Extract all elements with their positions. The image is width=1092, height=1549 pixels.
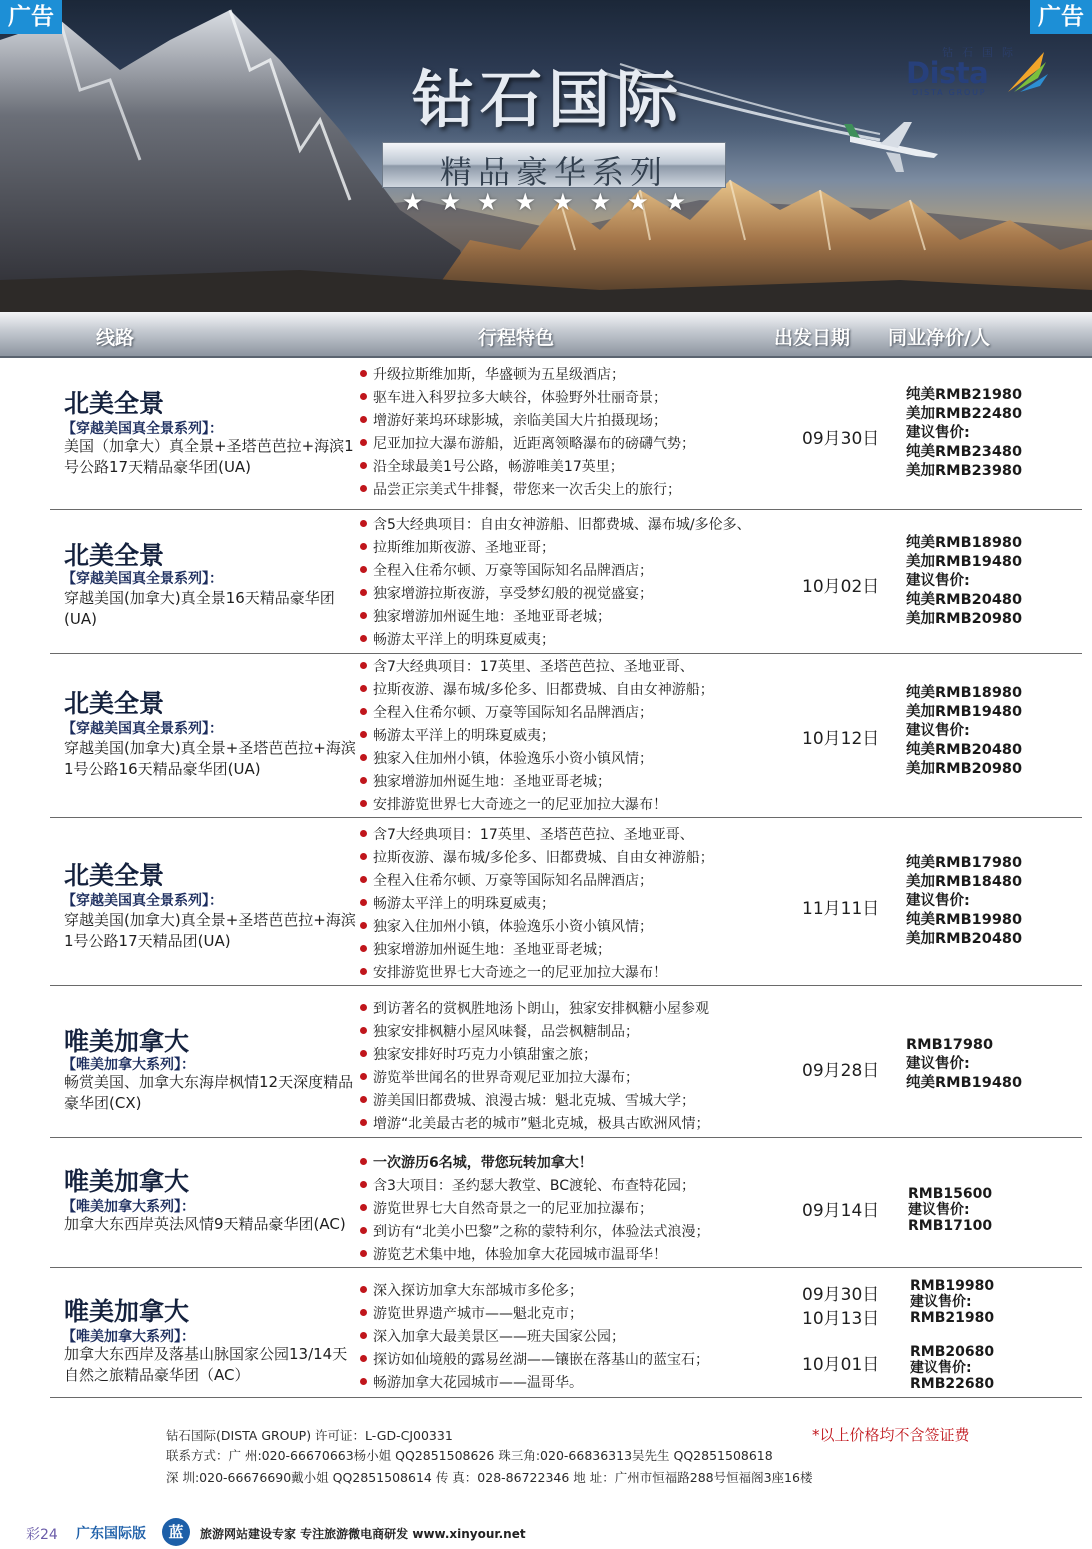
feature-item: 独家入住加州小镇，体验逸乐小资小镇风情； bbox=[360, 748, 810, 771]
banner bbox=[0, 0, 1092, 312]
feature-item: 游览艺术集中地，体验加拿大花园城市温哥华！ bbox=[360, 1244, 810, 1267]
feature-item: 畅游太平洋上的明珠夏威夷； bbox=[360, 629, 810, 652]
feature-item: 游览世界遗产城市——魁北克市； bbox=[360, 1303, 810, 1326]
feature-item: 安排游览世界七大奇迹之一的尼亚加拉大瀑布！ bbox=[360, 962, 810, 985]
bullet-icon bbox=[360, 754, 367, 761]
bullet-icon bbox=[360, 1119, 367, 1126]
price-block: 纯美RMB17980 美加RMB18480 建议售价: 纯美RMB19980 美加RMB20480 bbox=[906, 855, 1023, 947]
route-row bbox=[50, 1138, 1082, 1268]
bullet-icon bbox=[360, 1096, 367, 1103]
feature-item: 游览世界七大自然奇景之一的尼亚加拉瀑布； bbox=[360, 1198, 810, 1221]
route-name: 北美全景 bbox=[64, 861, 165, 890]
route-name: 北美全景 bbox=[64, 389, 165, 418]
logo-mark-icon bbox=[1004, 48, 1048, 94]
feature-item: 增游好莱坞环球影城，亲临美国大片拍摄现场； bbox=[360, 410, 810, 433]
route-series: 【唯美加拿大系列】： bbox=[62, 1329, 195, 1345]
route-description: 加拿大东西岸英法风情9天精品豪华团(AC) bbox=[64, 1215, 346, 1233]
feature-item: 拉斯夜游、瀑布城/多伦多、旧都费城、自由女神游船； bbox=[360, 679, 810, 702]
route-description: 美国（加拿大）真全景+圣塔芭芭拉+海滨1号公路17天精品豪华团(UA) bbox=[64, 437, 354, 476]
bullet-icon bbox=[360, 1158, 367, 1165]
feature-item: 游美国旧都费城、浪漫古城：魁北克城、雪城大学； bbox=[360, 1090, 810, 1113]
feature-item: 探访如仙境般的露易丝湖——镶嵌在落基山的蓝宝石； bbox=[360, 1349, 810, 1372]
departure-date: 10月02日 bbox=[802, 577, 880, 597]
bullet-icon bbox=[360, 922, 367, 929]
route-features bbox=[360, 824, 810, 985]
bullet-icon bbox=[360, 1309, 367, 1316]
feature-item: 畅游太平洋上的明珠夏威夷； bbox=[360, 725, 810, 748]
route-row bbox=[50, 986, 1082, 1138]
column-header-route: 线路 bbox=[96, 327, 135, 349]
bullet-icon bbox=[360, 370, 367, 377]
departure-date: 10月12日 bbox=[802, 729, 880, 749]
bullet-icon bbox=[360, 1286, 367, 1293]
price-block: RMB17980 建议售价: 纯美RMB19480 bbox=[906, 1037, 1023, 1091]
bullet-icon bbox=[360, 416, 367, 423]
bullet-icon bbox=[360, 520, 367, 527]
feature-item: 含5大经典项目：自由女神游船、旧都费城、瀑布城/多伦多、 bbox=[360, 514, 810, 537]
bullet-icon bbox=[360, 968, 367, 975]
route-row bbox=[50, 654, 1082, 818]
departure-date: 10月01日 bbox=[802, 1355, 880, 1375]
route-row bbox=[50, 510, 1082, 654]
route-features bbox=[360, 514, 810, 652]
feature-item: 安排游览世界七大奇迹之一的尼亚加拉大瀑布！ bbox=[360, 794, 810, 817]
contact-line: 联系方式：广 州:020-66670663杨小姐 QQ2851508626 珠三角:020-66836313吴先生 QQ2851508618 bbox=[166, 1448, 773, 1463]
feature-item: 独家入住加州小镇，体验逸乐小资小镇风情； bbox=[360, 916, 810, 939]
feature-item: 深入加拿大最美景区——班夫国家公园； bbox=[360, 1326, 810, 1349]
route-description: 穿越美国(加拿大)真全景+圣塔芭芭拉+海滨1号公路16天精品豪华团(UA) bbox=[64, 739, 356, 778]
feature-item: 升级拉斯维加斯，华盛顿为五星级酒店； bbox=[360, 364, 810, 387]
feature-item: 品尝正宗美式牛排餐，带您来一次舌尖上的旅行； bbox=[360, 479, 810, 502]
company-license: 钻石国际(DISTA GROUP) 许可证：L-GD-CJ00331 bbox=[166, 1428, 453, 1443]
price-block: RMB15600 建议售价: RMB17100 bbox=[908, 1186, 993, 1234]
bullet-icon bbox=[360, 1332, 367, 1339]
route-name: 唯美加拿大 bbox=[64, 1027, 190, 1056]
route-series: 【唯美加拿大系列】： bbox=[62, 1057, 195, 1073]
feature-item: 拉斯维加斯夜游、圣地亚哥； bbox=[360, 537, 810, 560]
dista-logo bbox=[906, 44, 1034, 100]
ad-label-left: 广告 bbox=[0, 0, 62, 34]
bullet-icon bbox=[360, 800, 367, 807]
bullet-icon bbox=[360, 543, 367, 550]
route-name: 北美全景 bbox=[64, 541, 165, 570]
price-block: 纯美RMB21980 美加RMB22480 建议售价: 纯美RMB23480 美加RMB23980 bbox=[906, 387, 1023, 479]
price-block: RMB20680 建议售价: RMB22680 bbox=[910, 1344, 995, 1392]
bullet-icon bbox=[360, 589, 367, 596]
bullet-icon bbox=[360, 685, 367, 692]
bullet-icon bbox=[360, 1204, 367, 1211]
feature-item: 到访著名的赏枫胜地汤卜朗山，独家安排枫糖小屋参观 bbox=[360, 998, 810, 1021]
bullet-icon bbox=[360, 566, 367, 573]
bullet-icon bbox=[360, 945, 367, 952]
feature-item: 独家增游加州诞生地：圣地亚哥老城； bbox=[360, 771, 810, 794]
banner-title: 钻石国际 bbox=[412, 63, 685, 136]
route-features bbox=[360, 364, 810, 502]
route-description: 穿越美国(加拿大)真全景16天精品豪华团(UA) bbox=[64, 589, 335, 628]
departure-date: 10月13日 bbox=[802, 1309, 880, 1329]
bullet-icon bbox=[360, 1181, 367, 1188]
column-header-features: 行程特色 bbox=[478, 327, 555, 349]
bullet-icon bbox=[360, 876, 367, 883]
feature-item: 独家增游加州诞生地：圣地亚哥老城； bbox=[360, 606, 810, 629]
feature-item: 全程入住希尔顿、万豪等国际知名品牌酒店； bbox=[360, 560, 810, 583]
bullet-icon bbox=[360, 662, 367, 669]
route-name: 唯美加拿大 bbox=[64, 1167, 190, 1196]
feature-item: 全程入住希尔顿、万豪等国际知名品牌酒店； bbox=[360, 870, 810, 893]
route-series: 【唯美加拿大系列】： bbox=[62, 1199, 195, 1215]
route-features bbox=[360, 1152, 810, 1267]
visa-fee-note: *以上价格均不含签证费 bbox=[812, 1426, 970, 1444]
departure-date: 11月11日 bbox=[802, 899, 880, 919]
route-description: 加拿大东西岸及落基山脉国家公园13/14天自然之旅精品豪华团（AC） bbox=[64, 1345, 348, 1384]
column-header-price: 同业净价/人 bbox=[888, 327, 990, 349]
column-header-bar bbox=[0, 312, 1092, 358]
route-row bbox=[50, 358, 1082, 510]
feature-item: 游览举世闻名的世界奇观尼亚加拉大瀑布； bbox=[360, 1067, 810, 1090]
feature-item: 含3大项目：圣约瑟大教堂、BC渡轮、布查特花园； bbox=[360, 1175, 810, 1198]
departure-date: 09月30日 bbox=[802, 429, 880, 449]
contact-line: 深 圳:020-66676690戴小姐 QQ2851508614 传 真：028-86722346 地 址：广州市恒福路288号恒福阁3座16楼 bbox=[166, 1470, 813, 1485]
route-series: 【穿越美国真全景系列】： bbox=[62, 721, 223, 737]
route-series: 【穿越美国真全景系列】： bbox=[62, 893, 223, 909]
price-block: 纯美RMB18980 美加RMB19480 建议售价: 纯美RMB20480 美加RMB20980 bbox=[906, 535, 1023, 627]
ad-label-right: 广告 bbox=[1030, 0, 1092, 34]
route-description: 畅赏美国、加拿大东海岸枫情12天深度精品豪华团(CX) bbox=[64, 1073, 354, 1112]
route-series: 【穿越美国真全景系列】： bbox=[62, 421, 223, 437]
route-row bbox=[50, 1268, 1082, 1398]
publisher-slogan: 旅游网站建设专家 专注旅游微电商研发 www.xinyour.net bbox=[200, 1527, 526, 1541]
page-footer-bar bbox=[0, 1516, 1092, 1549]
route-row bbox=[50, 818, 1082, 986]
feature-item: 独家安排枫糖小屋风味餐，品尝枫糖制品； bbox=[360, 1021, 810, 1044]
feature-item: 含7大经典项目：17英里、圣塔芭芭拉、圣地亚哥、 bbox=[360, 656, 810, 679]
bullet-icon bbox=[360, 777, 367, 784]
bullet-icon bbox=[360, 485, 367, 492]
page-number: 彩24 bbox=[26, 1527, 58, 1543]
logo-group-name: DISTA GROUP bbox=[912, 88, 987, 97]
bullet-icon bbox=[360, 439, 367, 446]
feature-item: 独家增游拉斯夜游，享受梦幻般的视觉盛宴； bbox=[360, 583, 810, 606]
departure-date: 09月30日 bbox=[802, 1285, 880, 1305]
bullet-icon bbox=[360, 1027, 367, 1034]
feature-item: 增游“北美最古老的城市”魁北克城，极具古欧洲风情； bbox=[360, 1113, 810, 1136]
bullet-icon bbox=[360, 1227, 367, 1234]
feature-item: 驱车进入科罗拉多大峡谷，体验野外壮丽奇景； bbox=[360, 387, 810, 410]
bullet-icon bbox=[360, 1378, 367, 1385]
price-block: RMB19980 建议售价: RMB21980 bbox=[910, 1278, 995, 1326]
route-features bbox=[360, 1280, 810, 1395]
rating-stars: ★★★★★★★★ bbox=[402, 188, 703, 216]
bullet-icon bbox=[360, 612, 367, 619]
feature-item: 含7大经典项目：17英里、圣塔芭芭拉、圣地亚哥、 bbox=[360, 824, 810, 847]
banner-subtitle: 精品豪华系列 bbox=[439, 153, 668, 191]
departure-date: 09月14日 bbox=[802, 1201, 880, 1221]
feature-item: 独家安排好时巧克力小镇甜蜜之旅； bbox=[360, 1044, 810, 1067]
route-series: 【穿越美国真全景系列】： bbox=[62, 571, 223, 587]
route-features bbox=[360, 998, 810, 1136]
bullet-icon bbox=[360, 708, 367, 715]
feature-item: 到访有“北美小巴黎”之称的蒙特利尔，体验法式浪漫； bbox=[360, 1221, 810, 1244]
feature-item: 拉斯夜游、瀑布城/多伦多、旧都费城、自由女神游船； bbox=[360, 847, 810, 870]
column-header-date: 出发日期 bbox=[774, 327, 851, 349]
route-name: 唯美加拿大 bbox=[64, 1297, 190, 1326]
logo-chinese-name: 钻石国际 bbox=[942, 46, 1022, 59]
bullet-icon bbox=[360, 1250, 367, 1257]
bullet-icon bbox=[360, 899, 367, 906]
banner-subtitle-plate bbox=[382, 142, 726, 191]
bullet-icon bbox=[360, 462, 367, 469]
feature-item: 独家增游加州诞生地：圣地亚哥老城； bbox=[360, 939, 810, 962]
bullet-icon bbox=[360, 731, 367, 738]
bullet-icon bbox=[360, 853, 367, 860]
bullet-icon bbox=[360, 1050, 367, 1057]
price-block: 纯美RMB18980 美加RMB19480 建议售价: 纯美RMB20480 美加RMB20980 bbox=[906, 685, 1023, 777]
feature-item: 沿全球最美1号公路，畅游唯美17英里； bbox=[360, 456, 810, 479]
bullet-icon bbox=[360, 393, 367, 400]
feature-item: 全程入住希尔顿、万豪等国际知名品牌酒店； bbox=[360, 702, 810, 725]
departure-date: 09月28日 bbox=[802, 1061, 880, 1081]
bullet-icon bbox=[360, 1355, 367, 1362]
bullet-icon bbox=[360, 1073, 367, 1080]
feature-item: 深入探访加拿大东部城市多伦多； bbox=[360, 1280, 810, 1303]
bullet-icon bbox=[360, 635, 367, 642]
bullet-icon bbox=[360, 1004, 367, 1011]
route-name: 北美全景 bbox=[64, 689, 165, 718]
feature-item: 尼亚加拉大瀑布游船，近距离领略瀑布的磅礴气势； bbox=[360, 433, 810, 456]
publisher-logo-icon: 蓝 bbox=[162, 1518, 190, 1546]
bullet-icon bbox=[360, 830, 367, 837]
feature-item: 畅游加拿大花园城市——温哥华。 bbox=[360, 1372, 810, 1395]
route-description: 穿越美国(加拿大)真全景+圣塔芭芭拉+海滨1号公路17天精品团(UA) bbox=[64, 911, 356, 950]
route-features bbox=[360, 656, 810, 817]
feature-item: 畅游太平洋上的明珠夏威夷； bbox=[360, 893, 810, 916]
feature-item: 一次游历6名城，带您玩转加拿大！ bbox=[360, 1152, 810, 1175]
logo-english-name: Dista bbox=[906, 56, 989, 90]
edition-label: 广东国际版 bbox=[76, 1526, 146, 1542]
